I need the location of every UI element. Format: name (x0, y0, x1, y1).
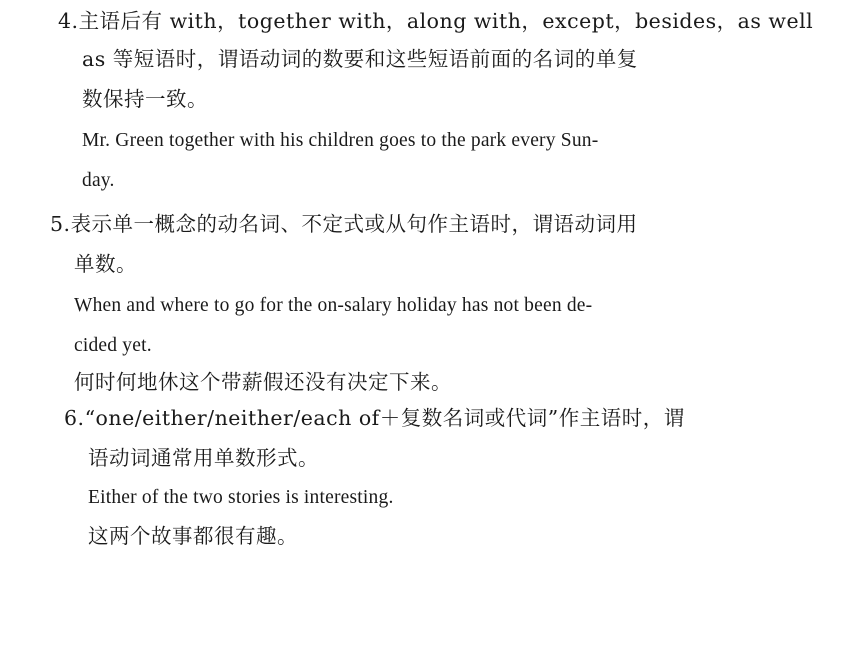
section-4-rule-line-1 (58, 11, 813, 32)
section-4-rule-text-1: 主语后有 with，together with，along with，except，besides，as well (78, 9, 814, 33)
section-5-example-line-1: When and where to go for the on-salary holiday has not been de- (74, 295, 593, 316)
section-6-rule-text-1: “one/either/neither/each of＋复数名词或代词”作主语时，谓 (84, 406, 685, 430)
section-4-number: 4. (58, 9, 79, 33)
section-5-example-line-2: cided yet. (74, 335, 152, 356)
section-6-number: 6. (64, 406, 85, 430)
section-4-example-line-1: Mr. Green together with his children goes to the park every Sun- (82, 130, 599, 151)
section-6-translation: 这两个故事都很有趣。 (88, 524, 298, 548)
section-4-rule-line-3: 数保持一致。 (82, 87, 208, 111)
section-5-rule-text-1: 表示单一概念的动名词、不定式或从句作主语时，谓语动词用 (70, 212, 638, 236)
section-4-example-line-2: day. (82, 170, 115, 191)
section-6-rule-line-1 (64, 408, 685, 429)
section-6-example-line-1: Either of the two stories is interesting. (88, 487, 394, 508)
section-5-rule-line-1 (50, 214, 638, 235)
section-4-rule-line-2: as 等短语时，谓语动词的数要和这些短语前面的名词的单复 (82, 47, 638, 71)
section-5-rule-line-2: 单数。 (74, 252, 137, 276)
section-5-translation: 何时何地休这个带薪假还没有决定下来。 (74, 370, 452, 394)
section-5-number: 5. (50, 212, 71, 236)
section-6-rule-line-2: 语动词通常用单数形式。 (88, 446, 319, 470)
